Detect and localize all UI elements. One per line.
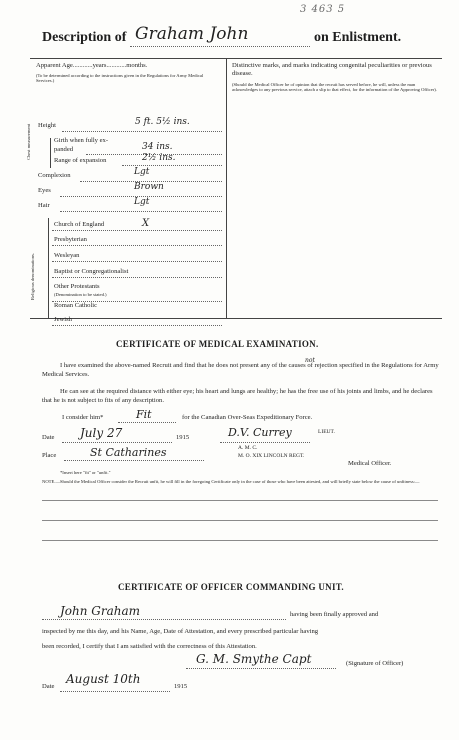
- religion-bracket: [48, 218, 49, 318]
- religion-label-text: Wesleyan: [54, 252, 80, 259]
- medical-officer-label: Medical Officer.: [348, 460, 392, 467]
- medical-para1-insert: not: [305, 357, 315, 364]
- officer-signature: G. M. Smythe Capt: [196, 652, 312, 666]
- medical-date-value: July 27: [80, 426, 123, 440]
- religion-item: [54, 283, 100, 290]
- expansion-label: Range of expansion: [54, 157, 107, 164]
- marks-title: Distinctive marks, and marks indicating congenital peculiarities or previous disease.: [232, 62, 432, 77]
- cause-line-1: [42, 500, 438, 501]
- religion-label: Religious denominations.: [30, 253, 35, 300]
- hair-line: [60, 211, 222, 212]
- hair-label: Hair: [38, 202, 50, 209]
- consider-line: [118, 422, 176, 423]
- officer-date-label: Date: [42, 683, 55, 690]
- form-title: [42, 30, 126, 46]
- religion-line: [52, 261, 222, 262]
- officer-sig-line: [186, 668, 336, 669]
- sig-corps: A. M. C.: [238, 445, 258, 451]
- religion-item: [54, 292, 107, 297]
- religion-line: [52, 230, 222, 231]
- complexion-label: Complexion: [38, 172, 71, 179]
- title-suffix: on Enlistment.: [314, 30, 402, 45]
- religion-item: [54, 221, 104, 228]
- officer-heading: CERTIFICATE OF OFFICER COMMANDING UNIT.: [118, 582, 344, 592]
- height-value: 5 ft. 5½ ins.: [135, 117, 190, 127]
- sig-regiment: M. O. XIX LINCOLN REGT.: [238, 453, 305, 459]
- officer-name-value: John Graham: [60, 604, 141, 618]
- officer-date-value: August 10th: [66, 672, 141, 686]
- box-top-rule: [30, 58, 442, 59]
- religion-item: [54, 316, 72, 323]
- officer-year: 1915: [174, 683, 188, 690]
- officer-name-line: [42, 619, 286, 620]
- medical-place-line: [64, 460, 204, 461]
- medical-date-label: Date: [42, 434, 55, 441]
- medical-place-value: St Catharines: [90, 446, 167, 459]
- sig-rank: LIEUT.: [318, 429, 335, 435]
- medical-sig-line: [220, 442, 310, 443]
- chest-bracket: [50, 138, 51, 168]
- officer-sig-label: (Signature of Officer): [346, 660, 404, 667]
- girth-value: 34 ins.: [142, 142, 173, 152]
- officer-line3: been recorded, I certify that I am satisfied with the correctness of this Attestation.: [42, 643, 257, 650]
- religion-item: [54, 302, 97, 309]
- medical-year: 1915: [176, 434, 190, 441]
- medical-place-label: Place: [42, 452, 57, 459]
- girth-label-2: panded: [54, 146, 74, 153]
- chest-label: Chest measurement: [26, 123, 31, 160]
- eyes-value: Brown: [134, 182, 164, 192]
- religion-line: [52, 245, 222, 246]
- medical-para1: I have examined the above-named Recruit and find that he does not present any of the causes of rejection specified in the Regulations for Army Medical Services.: [42, 362, 439, 378]
- religion-label-text: (Denomination to be stated.): [54, 292, 107, 297]
- officer-line1: having been finally approved and: [290, 611, 379, 618]
- officer-date-line: [60, 691, 170, 692]
- religion-label-text: Presbyterian: [54, 236, 87, 243]
- religion-item: [54, 252, 79, 259]
- religion-label-text: Jewish: [54, 316, 72, 323]
- religion-mark: X: [142, 218, 150, 229]
- apparent-age: Apparent Age............years............months.: [36, 62, 148, 69]
- religion-line: [52, 277, 222, 278]
- medical-heading: CERTIFICATE OF MEDICAL EXAMINATION.: [116, 339, 319, 349]
- consider-suffix: for the Canadian Over-Seas Expeditionary Force.: [182, 414, 313, 421]
- religion-item: [54, 268, 128, 275]
- name-line: [130, 46, 310, 47]
- expansion-value: 2½ ins.: [142, 153, 176, 163]
- insert-note: *Insert here "fit" or "unfit.": [60, 470, 111, 475]
- cause-line-2: [42, 520, 438, 521]
- religion-label-text: Other Protestants: [54, 283, 100, 290]
- religion-item: [54, 236, 87, 243]
- corner-stamp: 3 463 5: [300, 4, 346, 15]
- religion-label-text: Baptist or Congregationalist: [54, 268, 129, 275]
- expansion-line: [122, 165, 222, 166]
- cause-line-3: [42, 540, 438, 541]
- title-prefix: Description of: [42, 30, 127, 45]
- consider-value: Fit: [136, 408, 152, 421]
- medical-signature: D.V. Currey: [228, 426, 292, 439]
- height-line: [62, 131, 222, 132]
- medical-para2: He can see at the required distance with either eye; his heart and lungs are healthy; he has the free use of his joints and limbs, and he declares that he is not subject to fits of any description.: [42, 388, 433, 404]
- officer-line2: inspected by me this day, and his Name, Age, Date of Attestation, and every prescribed particular having: [42, 628, 319, 635]
- religion-line: [52, 325, 222, 326]
- hair-value: Lgt: [134, 197, 150, 207]
- height-label: Height: [38, 122, 56, 129]
- age-note: (To be determined according to the instructions given in the Regulations for Army Medical Services.): [36, 73, 204, 84]
- box-divider: [226, 58, 227, 318]
- girth-label: Girth when fully ex-: [54, 137, 109, 144]
- box-bottom-rule: [30, 318, 442, 319]
- medical-date-line: [62, 442, 172, 443]
- eyes-label: Eyes: [38, 187, 51, 194]
- consider-prefix: I consider him*: [62, 414, 104, 421]
- religion-label-text: Church of England: [54, 221, 105, 228]
- unfit-note: NOTE.—Should the Medical Officer consider the Recruit unfit, he will fill in the foregoing Certificate only in the case of those who have been attested, and will briefly state below the cause of unfitness:—: [42, 479, 420, 484]
- complexion-value: Lgt: [134, 167, 150, 177]
- marks-note: (Should the Medical Officer be of opinion that the recruit has served before, he will, unless the man acknowledges to any previous service, attach a slip to that effect, for the information of the Approving Officer).: [232, 82, 437, 93]
- religion-label-text: Roman Catholic: [54, 302, 98, 309]
- recruit-name: Graham John: [135, 24, 249, 44]
